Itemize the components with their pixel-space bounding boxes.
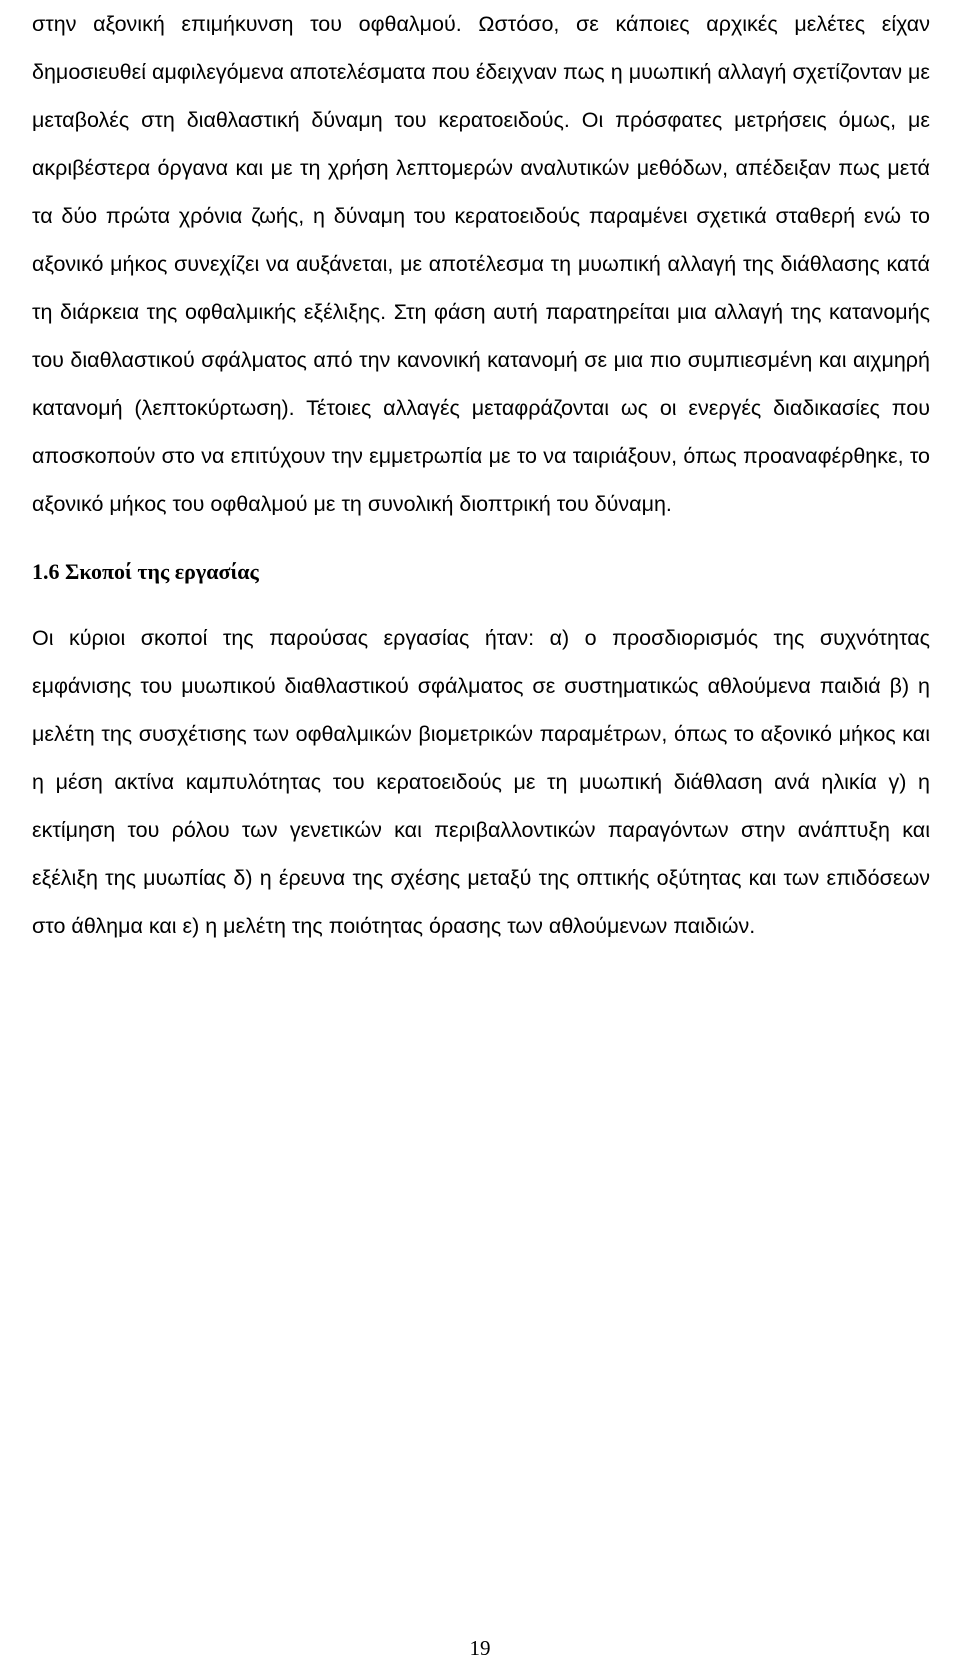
body-paragraph: Οι κύριοι σκοποί της παρούσας εργασίας ήταν: α) ο προσδιορισμός της συχνότητας εμφάνισης του μυωπικού διαθλαστικού σφάλματος σε συστηματικώς αθλούμενα παιδιά β) η μελέτη της συσχέτισης των οφθαλμικών βιομετρικών παραμέτρων, όπως το αξονικό μήκος και η μέση ακτίνα καμπυλότητας του κερατοειδούς με τη μυωπική διάθλαση ανά ηλικία γ) η εκτίμηση του ρόλου των γενετικών και περιβαλλοντικών παραγόντων στην ανάπτυξη και εξέλιξη της μυωπίας δ) η έρευνα της σχέσης μεταξύ της οπτικής οξύτητας και των επιδόσεων στο άθλημα και ε) η μελέτη της ποιότητας όρασης των αθλούμενων παιδιών. xyxy=(32,626,930,938)
document-page xyxy=(32,0,930,950)
body-paragraph: στην αξονική επιμήκυνση του οφθαλμού. Ωστόσο, σε κάποιες αρχικές μελέτες είχαν δημοσιευθεί αμφιλεγόμενα αποτελέσματα που έδειχναν πως η μυωπική αλλαγή σχετίζονταν με μεταβολές στη διαθλαστική δύναμη του κερατοειδούς. Οι πρόσφατες μετρήσεις όμως, με ακριβέστερα όργανα και με τη χρήση λεπτομερών αναλυτικών μεθόδων, απέδειξαν πως μετά τα δύο πρώτα χρόνια ζωής, η δύναμη του κερατοειδούς παραμένει σχετικά σταθερή ενώ το αξονικό μήκος συνεχίζει να αυξάνεται, με αποτέλεσμα τη μυωπική αλλαγή της διάθλασης κατά τη διάρκεια της οφθαλμικής εξέλιξης. Στη φάση αυτή παρατηρείται μια αλλαγή της κατανομής του διαθλαστικού σφάλματος από την κανονική κατανομή σε μια πιο συμπιεσμένη και αιχμηρή κατανομή (λεπτοκύρτωση). Τέτοιες αλλαγές μεταφράζονται ως οι ενεργές διαδικασίες που αποσκοπούν στο να επιτύχουν την εμμετρωπία με το να ταιριάξουν, όπως προαναφέρθηκε, το αξονικό μήκος του οφθαλμού με τη συνολική διοπτρική του δύναμη. xyxy=(32,12,930,516)
section-heading: 1.6 Σκοποί της εργασίας xyxy=(32,559,259,584)
page-number: 19 xyxy=(469,1636,491,1660)
